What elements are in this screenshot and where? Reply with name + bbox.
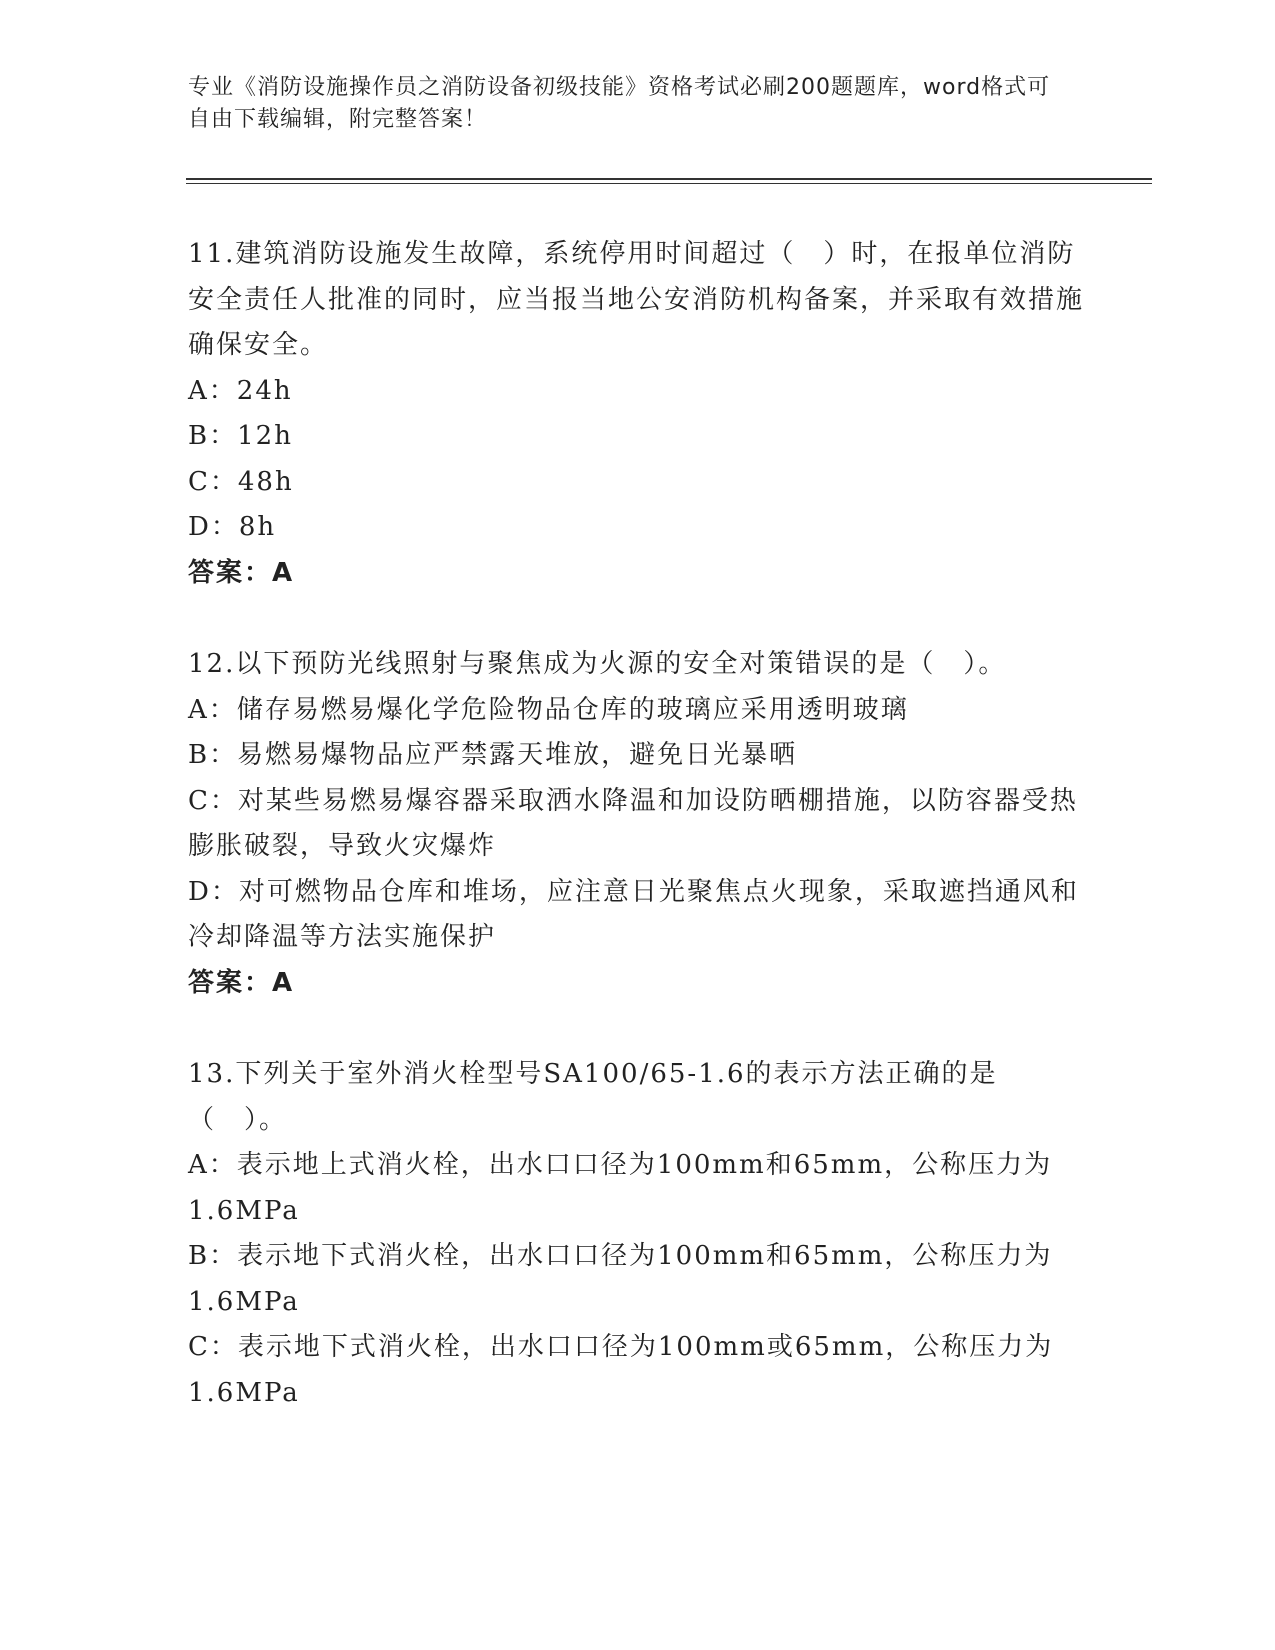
option-a: A：储存易燃易爆化学危险物品仓库的玻璃应采用透明玻璃 — [188, 694, 909, 725]
option-c: C：48h — [188, 466, 294, 497]
answer: 答案：A — [188, 557, 295, 588]
question-12 — [188, 642, 1088, 1006]
question-11 — [188, 232, 1088, 596]
header-divider — [186, 178, 1152, 184]
question-stem: 12.以下预防光线照射与聚焦成为火源的安全对策错误的是（ ）。 — [188, 649, 1007, 679]
page-header: 专业《消防设施操作员之消防设备初级技能》资格考试必刷200题题库，word格式可自由下载编辑，附完整答案！ — [188, 75, 1051, 132]
option-d: D：8h — [188, 512, 277, 542]
option-d: D：对可燃物品仓库和堆场，应注意日光聚焦点火现象，采取遮挡通风和冷却降温等方法实施保护 — [188, 876, 1079, 952]
question-list — [188, 232, 1088, 1416]
option-a: A：24h — [188, 375, 293, 406]
option-b: B：12h — [188, 421, 293, 451]
question-13 — [188, 1052, 1088, 1416]
option-c: C：对某些易燃易爆容器采取洒水降温和加设防晒棚措施，以防容器受热膨胀破裂，导致火灾爆炸 — [188, 785, 1078, 861]
answer: 答案：A — [188, 967, 295, 998]
option-b: B：易燃易爆物品应严禁露天堆放，避免日光暴晒 — [188, 740, 798, 770]
question-stem: 11.建筑消防设施发生故障，系统停用时间超过（ ）时，在报单位消防安全责任人批准的同时，应当报当地公安消防机构备案，并采取有效措施确保安全。 — [188, 239, 1085, 360]
question-stem: 13.下列关于室外消火栓型号SA100/65-1.6的表示方法正确的是（ ）。 — [188, 1059, 998, 1135]
option-b: B：表示地下式消火栓，出水口口径为100mm和65mm，公称压力为1.6MPa — [188, 1241, 1053, 1317]
option-a: A：表示地上式消火栓，出水口口径为100mm和65mm，公称压力为1.6MPa — [188, 1150, 1053, 1226]
option-c: C：表示地下式消火栓，出水口口径为100mm或65mm，公称压力为1.6MPa — [188, 1332, 1054, 1408]
